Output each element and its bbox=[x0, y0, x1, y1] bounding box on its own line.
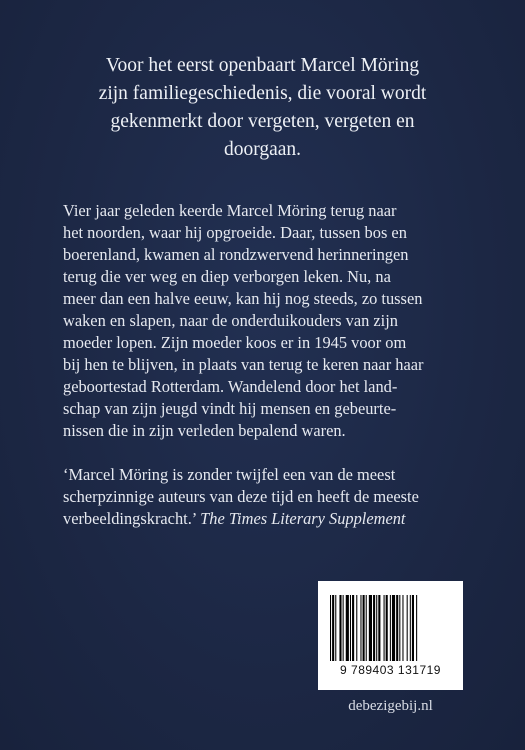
quote-source: The Times Literary Supplement bbox=[200, 509, 406, 528]
description-line: Vier jaar geleden keerde Marcel Möring terug naar bbox=[63, 201, 397, 220]
review-quote bbox=[63, 464, 483, 530]
description-line: terug die ver weg en diep verborgen leken. Nu, na bbox=[63, 267, 391, 286]
isbn-number: 9 789403 131719 bbox=[340, 663, 441, 677]
description-line: moeder lopen. Zijn moeder koos er in 1945 voor om bbox=[63, 333, 407, 352]
description-line: geboortestad Rotterdam. Wandelend door het land- bbox=[63, 377, 398, 396]
description-line: nissen die in zijn verleden bepalend waren. bbox=[63, 421, 346, 440]
quote-line: ‘Marcel Möring is zonder twijfel een van de meest bbox=[63, 465, 396, 484]
description-line: schap van zijn jeugd vindt hij mensen en gebeurte- bbox=[63, 399, 397, 418]
barcode-bars bbox=[330, 595, 451, 661]
quote-text: verbeeldingskracht.’ bbox=[63, 509, 197, 528]
intro-blurb bbox=[70, 52, 455, 164]
description-line: bij hen te blijven, in plaats van terug te keren naar haar bbox=[63, 355, 424, 374]
intro-line: doorgaan. bbox=[223, 139, 302, 160]
isbn-barcode bbox=[318, 581, 463, 690]
description-line: waken en slapen, naar de onderduikouders van zijn bbox=[63, 311, 398, 330]
description-line: meer dan een halve eeuw, kan hij nog steeds, zo tussen bbox=[63, 289, 423, 308]
intro-line: Voor het eerst openbaart Marcel Möring bbox=[105, 55, 420, 76]
description-line: het noorden, waar hij opgroeide. Daar, tussen bos en bbox=[63, 223, 407, 242]
quote-line: scherpzinnige auteurs van deze tijd en heeft de meeste bbox=[63, 487, 419, 506]
publisher-website[interactable]: debezigebij.nl bbox=[348, 698, 433, 714]
intro-line: gekenmerkt door vergeten, vergeten en bbox=[110, 111, 415, 132]
intro-line: zijn familiegeschiedenis, die vooral wordt bbox=[98, 83, 427, 104]
quote-line-last bbox=[63, 508, 483, 530]
description-paragraph bbox=[63, 200, 473, 442]
description-line: boerenland, kwamen al rondzwervend herinneringen bbox=[63, 245, 409, 264]
